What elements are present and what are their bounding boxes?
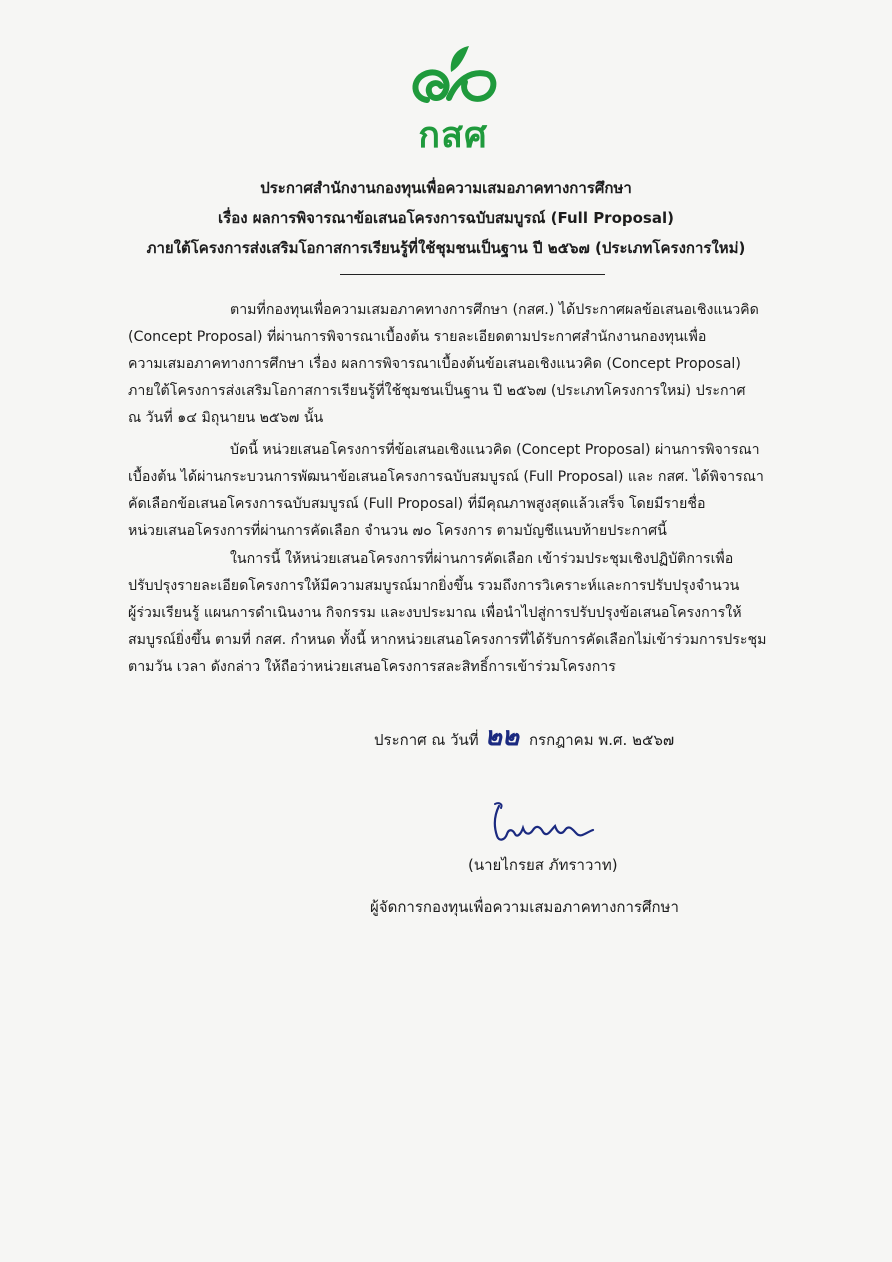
heading-line-2: เรื่อง ผลการพิจารณาข้อเสนอโครงการฉบับสมบูรณ์ (Full Proposal) bbox=[218, 209, 674, 227]
paragraph-1-line: ณ วันที่ ๑๔ มิถุนายน ๒๕๖๗ นั้น bbox=[128, 410, 324, 426]
paragraph-2-line: บัดนี้ หน่วยเสนอโครงการที่ข้อเสนอเชิงแนวคิด (Concept Proposal) ผ่านการพิจารณา bbox=[230, 442, 760, 458]
paragraph-3-line: ในการนี้ ให้หน่วยเสนอโครงการที่ผ่านการคัดเลือก เข้าร่วมประชุมเชิงปฏิบัติการเพื่อ bbox=[230, 551, 734, 567]
paragraph-1-line: ตามที่กองทุนเพื่อความเสมอภาคทางการศึกษา (กสศ.) ได้ประกาศผลข้อเสนอเชิงแนวคิด bbox=[230, 302, 759, 318]
signatory-position: ผู้จัดการกองทุนเพื่อความเสมอภาคทางการศึกษา bbox=[370, 898, 679, 916]
heading-line-3: ภายใต้โครงการส่งเสริมโอกาสการเรียนรู้ที่ใช้ชุมชนเป็นฐาน ปี ๒๕๖๗ (ประเภทโครงการใหม่) bbox=[146, 239, 746, 257]
eef-logo bbox=[405, 40, 501, 156]
heading-line-1: ประกาศสำนักงานกองทุนเพื่อความเสมอภาคทางการศึกษา bbox=[260, 179, 632, 197]
handwritten-day: ๒๒ bbox=[484, 722, 519, 752]
paragraph-2-line: คัดเลือกข้อเสนอโครงการฉบับสมบูรณ์ (Full Proposal) ที่มีคุณภาพสูงสุดแล้วเสร็จ โดยมีรายชื่อ bbox=[128, 496, 706, 512]
heading-divider bbox=[340, 274, 605, 275]
paragraph-2-line: เบื้องต้น ได้ผ่านกระบวนการพัฒนาข้อเสนอโครงการฉบับสมบูรณ์ (Full Proposal) และ กสศ. ได้พิจารณา bbox=[128, 469, 764, 485]
signatory-name: (นายไกรยส ภัทราวาท) bbox=[468, 856, 618, 874]
paragraph-1-line: ภายใต้โครงการส่งเสริมโอกาสการเรียนรู้ที่ใช้ชุมชนเป็นฐาน ปี ๒๕๖๗ (ประเภทโครงการใหม่) ประกาศ bbox=[128, 383, 746, 399]
logo-text: กสศ bbox=[418, 115, 488, 156]
paragraph-2-line: หน่วยเสนอโครงการที่ผ่านการคัดเลือก จำนวน ๗๐ โครงการ ตามบัญชีแนบท้ายประกาศนี้ bbox=[128, 523, 667, 539]
paragraph-1-line: ความเสมอภาคทางการศึกษา เรื่อง ผลการพิจารณาเบื้องต้นข้อเสนอเชิงแนวคิด (Concept Proposal) bbox=[128, 356, 741, 372]
date-month-year: กรกฎาคม พ.ศ. ๒๕๖๗ bbox=[528, 731, 675, 749]
paragraph-3 bbox=[128, 546, 788, 681]
signature-icon bbox=[485, 800, 605, 848]
paragraph-2 bbox=[128, 437, 788, 545]
paragraph-3-line: ตามวัน เวลา ดังกล่าว ให้ถือว่าหน่วยเสนอโครงการสละสิทธิ์การเข้าร่วมโครงการ bbox=[128, 659, 616, 675]
paragraph-1-line: (Concept Proposal) ที่ผ่านการพิจารณาเบื้องต้น รายละเอียดตามประกาศสำนักงานกองทุนเพื่อ bbox=[128, 329, 707, 345]
leaf-logo-icon bbox=[405, 40, 501, 112]
announcement-date bbox=[374, 716, 674, 757]
paragraph-3-line: ปรับปรุงรายละเอียดโครงการให้มีความสมบูรณ์มากยิ่งขึ้น รวมถึงการวิเคราะห์และการปรับปรุงจำนวน bbox=[128, 578, 740, 594]
date-prefix: ประกาศ ณ วันที่ bbox=[374, 731, 479, 749]
paragraph-1 bbox=[128, 297, 788, 432]
paragraph-3-line: ผู้ร่วมเรียนรู้ แผนการดำเนินงาน กิจกรรม และงบประมาณ เพื่อนำไปสู่การปรับปรุงข้อเสนอโครงการให้ bbox=[128, 605, 742, 621]
paragraph-3-line: สมบูรณ์ยิ่งขึ้น ตามที่ กสศ. กำหนด ทั้งนี้ หากหน่วยเสนอโครงการที่ได้รับการคัดเลือกไม่เข้าร่วมการประชุม bbox=[128, 632, 767, 648]
